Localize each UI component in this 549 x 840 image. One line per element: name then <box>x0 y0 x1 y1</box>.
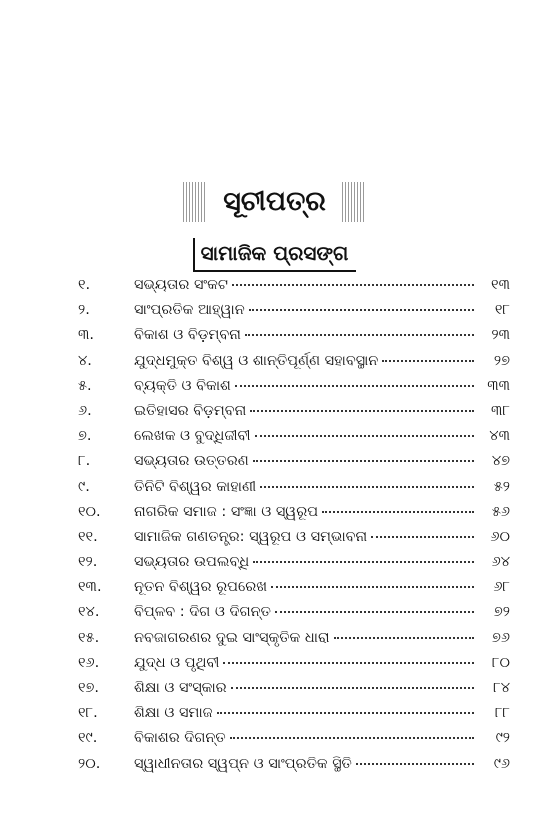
dot-leader <box>223 662 474 664</box>
toc-entry-number: ୩. <box>78 327 95 344</box>
toc-entry-number: ୬. <box>78 402 92 419</box>
toc-entry-page: ୬୦ <box>490 528 510 545</box>
toc-entry-page: ୮୪ <box>493 680 510 696</box>
toc-entry-number: ୪. <box>78 352 92 369</box>
toc-entry-title: ବିପ୍ଳବ : ଦିଗ ଓ ଦିଗନ୍ତ <box>134 604 271 621</box>
toc-entry-title: ସାମାଜିକ ଗଣତନ୍ତ୍ର: ସ୍ୱରୂପ ଓ ସମ୍ଭାବନା <box>134 528 368 545</box>
toc-entry-page: ୬୪ <box>491 554 510 571</box>
toc-entry-number: ୮. <box>78 453 91 470</box>
title-left-ornament <box>183 182 207 222</box>
table-of-contents <box>78 277 510 781</box>
toc-entry[interactable] <box>78 403 510 428</box>
dot-leader <box>250 410 474 412</box>
toc-entry-title: ସଭ୍ୟତାର ଉପଲବ୍ଧି <box>134 554 250 571</box>
toc-entry-page: ୧୮ <box>494 302 510 319</box>
toc-entry-page: ୫୬ <box>491 503 510 520</box>
toc-entry[interactable] <box>78 353 510 378</box>
toc-entry-page: ୫୨ <box>493 478 510 495</box>
toc-entry[interactable] <box>78 705 510 730</box>
toc-entry[interactable] <box>78 277 510 302</box>
toc-entry-number: ୨୦. <box>78 755 101 772</box>
toc-entry-number: ୧୩. <box>78 579 102 596</box>
toc-entry-page: ୪୩ <box>489 428 510 445</box>
toc-entry-title: ବିକାଶ ଓ ବିଡ଼ମ୍ବନା <box>134 327 241 344</box>
toc-entry[interactable] <box>78 504 510 529</box>
dot-leader <box>275 611 474 613</box>
toc-entry-page: ୩୩ <box>487 377 510 394</box>
dot-leader <box>249 309 474 311</box>
dot-leader <box>253 561 474 563</box>
toc-entry[interactable] <box>78 554 510 579</box>
toc-entry[interactable] <box>78 327 510 352</box>
toc-entry-page: ୯୬ <box>493 755 510 772</box>
toc-entry-number: ୧୮. <box>78 705 98 722</box>
toc-entry-title: ସାଂପ୍ରତିକ ଆହ୍ୱାନ <box>134 302 245 319</box>
dot-leader <box>322 511 474 513</box>
toc-entry[interactable] <box>78 453 510 478</box>
toc-entry-title: ନୂତନ ବିଶ୍ୱର ରୂପରେଖ <box>134 579 268 596</box>
dot-leader <box>235 385 474 387</box>
toc-entry-title: ନବଜାଗରଣର ଦୁଇ ସାଂସ୍କୃତିକ ଧାରା <box>134 629 330 646</box>
toc-entry-page: ୨୭ <box>493 352 510 369</box>
dot-leader <box>356 763 474 765</box>
toc-entry-title: ତିନିଟି ବିଶ୍ୱର କାହାଣୀ <box>134 478 257 495</box>
dot-leader <box>230 737 474 739</box>
toc-entry-title: ବ୍ୟକ୍ତି ଓ ବିକାଶ <box>134 377 231 394</box>
toc-entry-page: ୯୨ <box>495 730 510 747</box>
toc-entry-number: ୧୬. <box>78 654 100 671</box>
page-title: ସୂଚୀପତ୍ର <box>223 186 326 217</box>
toc-entry[interactable] <box>78 756 510 781</box>
toc-entry-number: ୧୯. <box>78 730 98 747</box>
section-heading: ସାମାଜିକ ପ୍ରସଙ୍ଗ <box>193 238 357 272</box>
toc-entry[interactable] <box>78 428 510 453</box>
toc-entry-page: ୪୭ <box>491 453 510 470</box>
dot-leader <box>260 486 474 488</box>
toc-entry-number: ୧୫. <box>78 629 100 646</box>
toc-entry-number: ୧୧. <box>78 528 98 545</box>
dot-leader <box>232 284 474 286</box>
toc-entry[interactable] <box>78 630 510 655</box>
dot-leader <box>271 586 474 588</box>
toc-entry-title: ଯୁଦ୍ଧମୁକ୍ତ ବିଶ୍ୱ ଓ ଶାନ୍ତିପୂର୍ଣ୍ଣ ସହାବସ୍ଥାନ <box>134 352 379 369</box>
page-title-block <box>0 182 549 222</box>
toc-entry-title: ଲେଖକ ଓ ବୁଦ୍ଧିଜୀବୀ <box>134 428 251 445</box>
toc-entry-title: ଶିକ୍ଷା ଓ ସଂସ୍କାର <box>134 680 227 696</box>
toc-entry-number: ୧. <box>78 277 91 293</box>
section-heading-block <box>0 238 549 272</box>
toc-entry-title: ନାଗରିକ ସମାଜ : ସଂଜ୍ଞା ଓ ସ୍ୱରୂପ <box>134 503 319 520</box>
toc-entry-page: ୩୮ <box>491 402 510 419</box>
toc-entry-number: ୭. <box>78 428 92 445</box>
toc-entry[interactable] <box>78 655 510 680</box>
toc-entry-page: ୧୩ <box>491 277 510 293</box>
toc-entry-title: ସଭ୍ୟତାର ସଂକଟ <box>134 277 228 293</box>
dot-leader <box>231 687 474 689</box>
toc-entry[interactable] <box>78 579 510 604</box>
dot-leader <box>334 637 474 639</box>
toc-entry-number: ୫. <box>78 377 92 394</box>
toc-entry-page: ୮୮ <box>494 705 510 722</box>
toc-entry[interactable] <box>78 302 510 327</box>
toc-entry-page: ୭୨ <box>493 604 510 621</box>
toc-entry-title: ସଭ୍ୟତାର ଉତ୍ତରଣ <box>134 453 249 470</box>
toc-entry-number: ୯. <box>78 478 90 495</box>
toc-entry[interactable] <box>78 479 510 504</box>
dot-leader <box>382 360 474 362</box>
toc-entry-number: ୨. <box>78 302 90 319</box>
toc-entry-page: ୭୬ <box>492 629 510 646</box>
toc-entry[interactable] <box>78 529 510 554</box>
toc-entry[interactable] <box>78 604 510 629</box>
dot-leader <box>255 435 474 437</box>
toc-entry-title: ଶିକ୍ଷା ଓ ସମାଜ <box>134 705 213 722</box>
toc-entry-title: ସ୍ୱାଧୀନତାର ସ୍ୱପ୍ନ ଓ ସାଂପ୍ରତିକ ସ୍ଥିତି <box>134 755 352 772</box>
toc-entry-page: ୮୦ <box>491 654 510 671</box>
toc-entry-title: ଇତିହାସର ବିଡ଼ମ୍ବନା <box>134 402 247 419</box>
dot-leader <box>245 334 474 336</box>
toc-entry[interactable] <box>78 378 510 403</box>
toc-entry-number: ୧୨. <box>78 554 98 571</box>
dot-leader <box>253 460 474 462</box>
title-right-ornament <box>342 182 366 222</box>
toc-entry[interactable] <box>78 680 510 705</box>
toc-entry[interactable] <box>78 730 510 755</box>
toc-entry-title: ବିକାଶର ଦିଗନ୍ତ <box>134 730 226 747</box>
toc-entry-number: ୧୦. <box>78 503 101 520</box>
toc-entry-page: ୬୮ <box>493 579 510 596</box>
toc-entry-number: ୧୭. <box>78 680 100 696</box>
toc-entry-title: ଯୁଦ୍ଧ ଓ ପୃଥିବୀ <box>134 654 220 671</box>
dot-leader <box>371 536 474 538</box>
toc-entry-page: ୨୩ <box>491 327 510 344</box>
dot-leader <box>217 712 474 714</box>
toc-entry-number: ୧୪. <box>78 604 100 621</box>
